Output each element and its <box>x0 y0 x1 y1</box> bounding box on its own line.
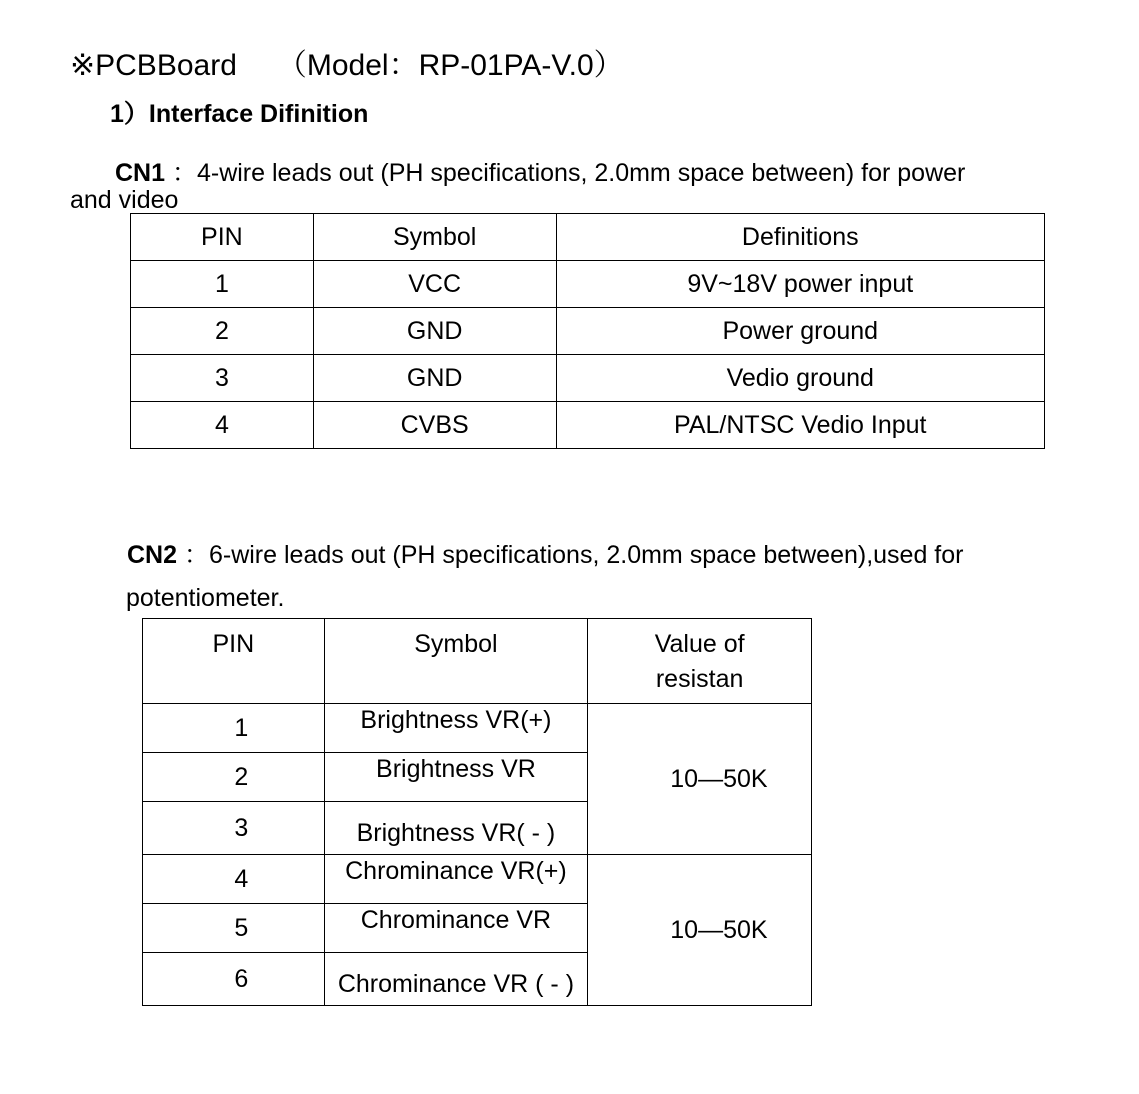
cn2-desc-line1: ：6-wire leads out (PH specifications, 2.0mm space between),used for <box>183 541 964 569</box>
value-cell: 10—50K <box>588 855 812 1006</box>
cn1-table <box>130 213 1045 449</box>
symbol-cell: Chrominance VR <box>324 904 588 953</box>
table-row <box>131 402 1045 449</box>
cn1-label: CN1 <box>115 159 166 187</box>
cn2-desc-line2: potentiometer. <box>126 584 285 612</box>
title-prefix: ※PCBBoard <box>70 49 237 82</box>
table-row <box>131 355 1045 402</box>
table-row <box>143 855 812 904</box>
header-pin: PIN <box>131 214 314 261</box>
pin-cell: 3 <box>143 802 325 855</box>
symbol-cell: VCC <box>313 261 556 308</box>
value-cell: 10—50K <box>588 704 812 855</box>
table-header-row <box>131 214 1045 261</box>
symbol-cell: Brightness VR <box>324 753 588 802</box>
cn2-table <box>142 618 812 1006</box>
section-heading: 1）Interface Difinition <box>110 100 369 128</box>
symbol-cell: Chrominance VR(+) <box>324 855 588 904</box>
cn1-desc-line2: and video <box>70 186 179 214</box>
header-value <box>588 619 812 704</box>
pin-cell: 3 <box>131 355 314 402</box>
symbol-cell: Chrominance VR ( - ) <box>324 953 588 1006</box>
pin-cell: 1 <box>131 261 314 308</box>
cn2-label: CN2 <box>127 541 178 569</box>
cn1-description <box>115 153 965 189</box>
cn2-description <box>127 535 964 571</box>
definition-cell: Power ground <box>556 308 1044 355</box>
header-symbol: Symbol <box>324 619 588 704</box>
cn1-desc-line1: ：4-wire leads out (PH specifications, 2.0mm space between) for power <box>171 159 966 187</box>
header-definitions: Definitions <box>556 214 1044 261</box>
symbol-cell: Brightness VR( - ) <box>324 802 588 855</box>
definition-cell: 9V~18V power input <box>556 261 1044 308</box>
pin-cell: 5 <box>143 904 325 953</box>
page-title <box>70 40 624 84</box>
pin-cell: 2 <box>131 308 314 355</box>
pin-cell: 4 <box>143 855 325 904</box>
header-value-line1: Value of <box>654 630 745 658</box>
pin-cell: 6 <box>143 953 325 1006</box>
header-value-line2: resistan <box>655 665 744 693</box>
table-row <box>131 261 1045 308</box>
header-pin: PIN <box>143 619 325 704</box>
pin-cell: 4 <box>131 402 314 449</box>
table-row <box>131 308 1045 355</box>
pin-cell: 2 <box>143 753 325 802</box>
table-header-row <box>143 619 812 704</box>
symbol-cell: CVBS <box>313 402 556 449</box>
title-model: （Model：RP-01PA-V.0） <box>276 49 624 82</box>
symbol-cell: Brightness VR(+) <box>324 704 588 753</box>
header-symbol: Symbol <box>313 214 556 261</box>
symbol-cell: GND <box>313 308 556 355</box>
definition-cell: Vedio ground <box>556 355 1044 402</box>
symbol-cell: GND <box>313 355 556 402</box>
table-row <box>143 704 812 753</box>
definition-cell: PAL/NTSC Vedio Input <box>556 402 1044 449</box>
pin-cell: 1 <box>143 704 325 753</box>
